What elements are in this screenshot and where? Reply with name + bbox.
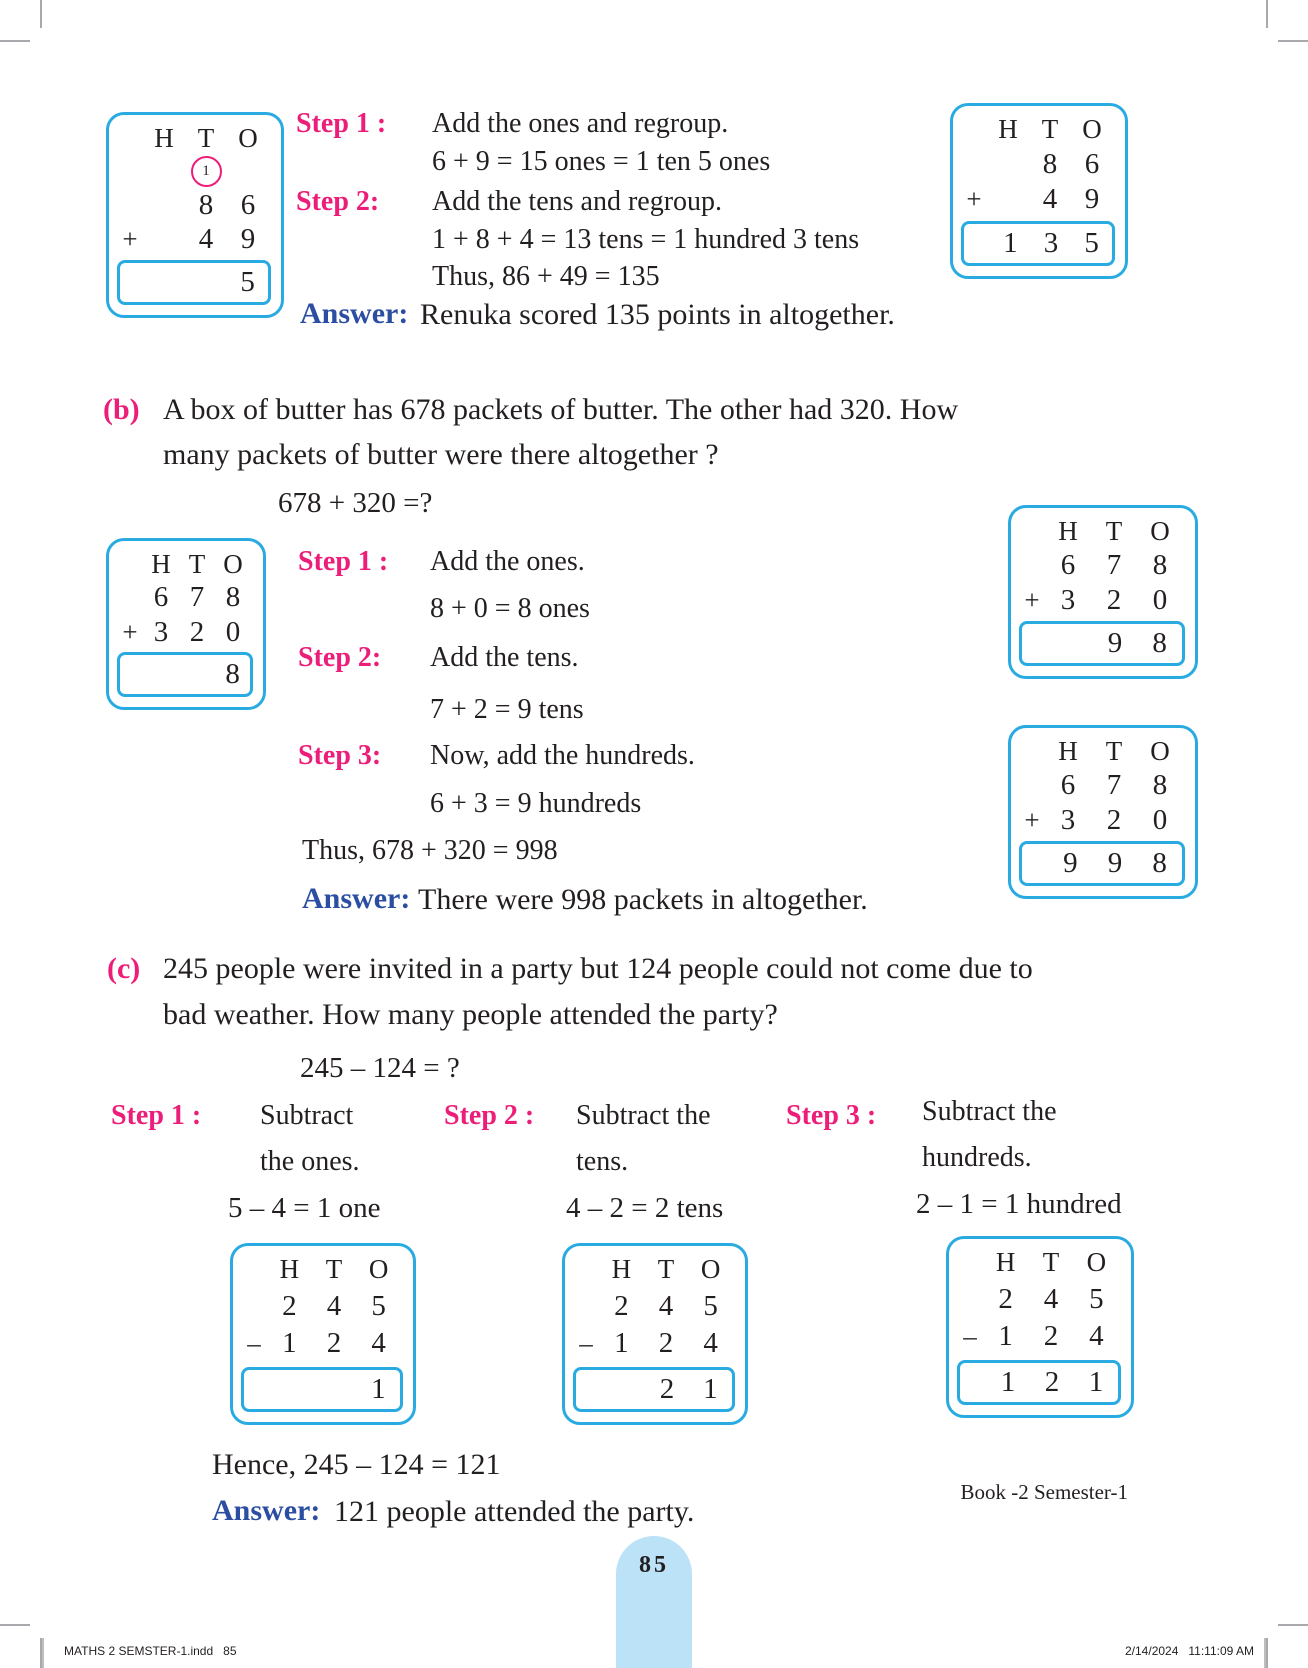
digit-cell: 8: [1042, 147, 1058, 180]
column-header: H: [1058, 736, 1078, 766]
result-digit: 9: [1063, 847, 1078, 879]
digit-cell: 0: [1152, 804, 1168, 836]
hto-box-b-work: [106, 538, 266, 710]
step-equation: 4 – 2 = 2 tens: [566, 1192, 724, 1224]
digit-cell: 7: [189, 581, 205, 614]
digit-cell: 7: [1106, 769, 1122, 801]
answer-text: 121 people attended the party.: [334, 1495, 695, 1528]
step-equation: 2 – 1 = 1 hundred: [916, 1188, 1122, 1220]
hto-box-a-solved: [950, 103, 1128, 279]
step-text: Add the ones.: [430, 546, 585, 577]
digit-cell: 5: [371, 1289, 386, 1322]
result-row: [1022, 847, 1182, 880]
column-header: T: [197, 123, 215, 153]
print-file-label: MATHS 2 SEMSTER-1.indd 85: [64, 1644, 237, 1658]
digit-cell: 6: [1060, 549, 1076, 581]
column-header: H: [998, 114, 1018, 144]
hto-header-row: [1019, 736, 1183, 767]
digit-cell: 6: [153, 581, 169, 614]
digit-cell: 6: [1060, 769, 1076, 801]
digit-cell: 2: [1106, 584, 1122, 616]
step-equation: 6 + 9 = 15 ones = 1 ten 5 ones: [432, 146, 771, 177]
hence-line: Hence, 245 – 124 = 121: [212, 1448, 501, 1481]
operand-row: [241, 1290, 401, 1323]
operand-row: [957, 1320, 1119, 1353]
digit-cell: 2: [282, 1289, 297, 1322]
hto-box-c-step2: [562, 1243, 748, 1425]
hto-box-c-step1: [230, 1243, 416, 1425]
digit-cell: 5: [703, 1289, 718, 1322]
digit-cell: 1: [614, 1327, 629, 1360]
crop-mark: [0, 1624, 30, 1626]
operand-row: [117, 223, 269, 256]
digit-cell: 2: [614, 1289, 629, 1322]
digit-cell: 9: [240, 223, 256, 256]
result-digit: 1: [703, 1372, 718, 1405]
hto-header-row: [1019, 516, 1183, 547]
answer-text: There were 998 packets in altogether.: [418, 883, 868, 916]
column-header: H: [995, 1247, 1016, 1277]
operator-sign: –: [247, 1328, 261, 1359]
step-equation: 8 + 0 = 8 ones: [430, 593, 590, 624]
result-digit: 5: [1084, 226, 1099, 259]
result-box: [117, 652, 253, 697]
column-header: H: [1058, 516, 1078, 546]
carry-digit: 1: [191, 156, 222, 187]
hto-header-row: [961, 114, 1113, 145]
result-box: [117, 260, 271, 305]
problem-equation: 245 – 124 = ?: [300, 1052, 460, 1084]
page-number: 85: [639, 1552, 669, 1578]
digit-cell: 0: [1152, 584, 1168, 616]
result-digit: 9: [1107, 627, 1123, 659]
thus-line: Thus, 86 + 49 = 135: [432, 261, 660, 292]
operand-row: [1019, 769, 1183, 802]
result-digit: 1: [1088, 1365, 1104, 1398]
step-text: Subtract the: [576, 1100, 711, 1131]
book-label: Book -2 Semester-1: [960, 1480, 1128, 1504]
digit-cell: 4: [326, 1289, 342, 1322]
step-text: Add the tens.: [430, 642, 579, 673]
digit-cell: 3: [153, 615, 169, 648]
digit-cell: 9: [1084, 183, 1100, 216]
result-box: [961, 221, 1115, 266]
digit-cell: 4: [658, 1289, 674, 1322]
column-header: O: [1086, 1247, 1107, 1277]
problem-equation: 678 + 320 =?: [278, 487, 433, 519]
result-digit: 8: [1152, 847, 1167, 879]
result-row: [244, 1373, 400, 1406]
operand-row: [1019, 804, 1183, 837]
result-row: [964, 227, 1112, 260]
hto-header-row: [957, 1247, 1119, 1278]
digit-cell: 1: [282, 1327, 297, 1360]
question-line: bad weather. How many people attended the party?: [163, 998, 778, 1031]
item-label-b: (b): [103, 393, 140, 426]
hto-header-row: [241, 1254, 401, 1285]
digit-cell: 6: [1084, 147, 1100, 180]
column-header: H: [279, 1254, 300, 1284]
answer-label: Answer:: [300, 297, 409, 330]
operand-row: [241, 1327, 401, 1360]
step-text: Subtract the: [922, 1096, 1057, 1127]
crop-mark: [1278, 1624, 1308, 1626]
step-equation: 6 + 3 = 9 hundreds: [430, 788, 642, 819]
step-text: Add the tens and regroup.: [432, 186, 723, 217]
digit-cell: 2: [326, 1327, 342, 1360]
crop-mark: [1266, 1638, 1268, 1668]
operand-row: [117, 616, 251, 649]
digit-cell: 4: [703, 1327, 718, 1360]
carry-row: [117, 156, 269, 187]
answer-label: Answer:: [302, 882, 411, 915]
result-row: [120, 658, 250, 691]
crop-mark: [40, 0, 42, 28]
step-equation: 1 + 8 + 4 = 13 tens = 1 hundred 3 tens: [432, 224, 860, 255]
carry-cell: [185, 156, 227, 187]
item-label-c: (c): [107, 952, 141, 985]
operand-row: [961, 148, 1113, 181]
page-number-badge: [616, 1536, 692, 1668]
answer-text: Renuka scored 135 points in altogether.: [420, 298, 895, 331]
footer-rule: [42, 1638, 44, 1668]
operator-sign: +: [1024, 805, 1040, 835]
digit-cell: 8: [1152, 549, 1168, 581]
step-label: Step 3:: [298, 740, 382, 771]
digit-cell: 6: [240, 188, 256, 221]
column-header: T: [657, 1254, 675, 1284]
result-box: [1019, 841, 1185, 886]
step-label: Step 1 :: [298, 546, 389, 577]
step-equation: 5 – 4 = 1 one: [228, 1192, 381, 1224]
column-header: T: [1042, 1247, 1060, 1277]
crop-mark: [0, 40, 30, 42]
hto-box-a-work: [106, 112, 284, 318]
column-header: H: [154, 123, 174, 153]
digit-cell: 0: [225, 615, 241, 648]
result-box: [241, 1367, 403, 1412]
crop-mark: [1278, 40, 1308, 42]
step-text: the ones.: [260, 1146, 360, 1177]
step-text: Add the ones and regroup.: [432, 108, 729, 139]
result-digit: 3: [1043, 226, 1059, 259]
digit-cell: 3: [1060, 804, 1076, 836]
digit-cell: 4: [198, 223, 214, 256]
operand-row: [573, 1327, 733, 1360]
column-header: O: [368, 1254, 389, 1284]
digit-cell: 1: [998, 1320, 1013, 1353]
result-digit: 8: [1152, 627, 1167, 659]
column-header: T: [188, 549, 206, 579]
digit-cell: 2: [189, 615, 205, 648]
operand-row: [573, 1290, 733, 1323]
operator-sign: +: [122, 616, 138, 647]
question-line: many packets of butter were there altogether ?: [163, 438, 719, 471]
result-digit: 8: [225, 657, 240, 690]
step-label: Step 2:: [296, 186, 380, 217]
footer-rule: [1264, 1638, 1266, 1668]
result-box: [1019, 621, 1185, 666]
hto-box-c-step3: [946, 1236, 1134, 1418]
step-text: Subtract: [260, 1100, 354, 1131]
result-digit: 1: [1000, 1365, 1016, 1398]
column-header: O: [238, 123, 258, 153]
column-header: O: [1150, 516, 1170, 546]
result-row: [576, 1373, 732, 1406]
hto-box-b-tens: [1008, 505, 1198, 679]
column-header: T: [325, 1254, 343, 1284]
step-label: Step 3 :: [786, 1100, 877, 1131]
column-header: H: [151, 549, 171, 579]
operand-row: [117, 189, 269, 222]
operator-sign: +: [122, 224, 138, 255]
operand-row: [957, 1283, 1119, 1316]
column-header: T: [1041, 114, 1059, 144]
result-box: [573, 1367, 735, 1412]
result-digit: 9: [1107, 847, 1123, 879]
operator-sign: –: [963, 1321, 977, 1352]
step-label: Step 2:: [298, 642, 382, 673]
digit-cell: 7: [1106, 549, 1122, 581]
digit-cell: 4: [371, 1327, 386, 1360]
column-header: O: [1150, 736, 1170, 766]
print-timestamp: 2/14/2024 11:11:09 AM: [1125, 1644, 1254, 1658]
crop-mark: [1266, 0, 1268, 28]
digit-cell: 8: [225, 581, 241, 614]
result-digit: 1: [371, 1372, 386, 1405]
step-label: Step 2 :: [444, 1100, 535, 1131]
step-text: Now, add the hundreds.: [430, 740, 695, 771]
column-header: O: [223, 549, 243, 579]
operand-row: [117, 581, 251, 614]
result-row: [1022, 627, 1182, 660]
step-text: tens.: [576, 1146, 629, 1177]
digit-cell: 2: [1043, 1320, 1059, 1353]
result-digit: 5: [240, 266, 255, 298]
hto-box-b-solved: [1008, 725, 1198, 899]
column-header: H: [611, 1254, 632, 1284]
digit-cell: 8: [198, 188, 214, 221]
question-line: A box of butter has 678 packets of butter. The other had 320. How: [163, 393, 959, 426]
step-label: Step 1 :: [111, 1100, 202, 1131]
operand-row: [961, 183, 1113, 216]
digit-cell: 3: [1060, 584, 1076, 616]
operator-sign: –: [579, 1328, 593, 1359]
digit-cell: 4: [1043, 1282, 1059, 1315]
digit-cell: 4: [1042, 183, 1058, 216]
column-header: O: [700, 1254, 721, 1284]
column-header: T: [1105, 516, 1123, 546]
digit-cell: 4: [1089, 1320, 1104, 1353]
answer-label: Answer:: [212, 1494, 321, 1527]
step-label: Step 1 :: [296, 108, 387, 139]
operator-sign: +: [966, 184, 982, 215]
operand-row: [1019, 584, 1183, 617]
result-digit: 2: [659, 1372, 675, 1405]
digit-cell: 5: [1089, 1282, 1104, 1315]
operand-row: [1019, 549, 1183, 582]
step-text: hundreds.: [922, 1142, 1032, 1173]
digit-cell: 8: [1152, 769, 1168, 801]
digit-cell: 2: [1106, 804, 1122, 836]
thus-line: Thus, 678 + 320 = 998: [302, 835, 558, 866]
hto-header-row: [117, 123, 269, 154]
column-header: O: [1082, 114, 1102, 144]
result-digit: 1: [1003, 226, 1018, 259]
step-equation: 7 + 2 = 9 tens: [430, 694, 584, 725]
question-line: 245 people were invited in a party but 124 people could not come due to: [163, 952, 1033, 985]
result-digit: 2: [1044, 1365, 1060, 1398]
hto-header-row: [117, 549, 251, 580]
digit-cell: 2: [998, 1282, 1013, 1315]
result-row: [120, 266, 268, 299]
hto-header-row: [573, 1254, 733, 1285]
result-box: [957, 1360, 1121, 1405]
column-header: T: [1105, 736, 1123, 766]
result-row: [960, 1366, 1118, 1399]
operator-sign: +: [1024, 585, 1040, 615]
digit-cell: 2: [658, 1327, 674, 1360]
